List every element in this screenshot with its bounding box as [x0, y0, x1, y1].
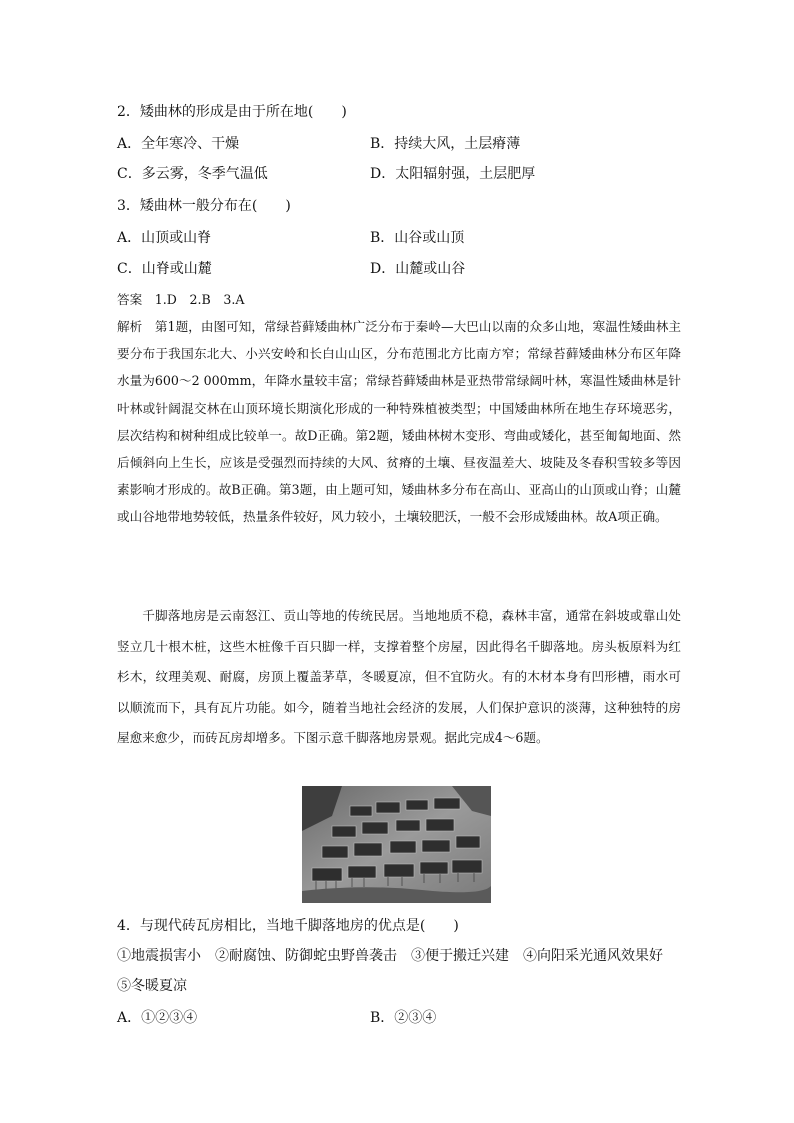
answer-line: 答案 1.D 2.B 3.A [117, 292, 245, 307]
q3-option-a: A．山顶或山脊 [117, 230, 212, 246]
q4-items-line-1: ①地震损害小 ②耐腐蚀、防御蛇虫野兽袭击 ③便于搬迁兴建 ④向阳采光通风效果好 [117, 948, 663, 964]
q3-option-b: B．山谷或山顶 [370, 230, 465, 246]
q3-stem: 3．矮曲林一般分布在( ) [117, 198, 291, 214]
q2-option-d: D．太阳辐射强，土层肥厚 [370, 166, 536, 182]
q4-stem: 4．与现代砖瓦房相比，当地千脚落地房的优点是( ) [117, 918, 459, 934]
q4-option-a: A．①②③④ [117, 1010, 198, 1026]
passage-paragraph: 千脚落地房是云南怒江、贡山等地的传统民居。当地地质不稳，森林丰富，通常在斜坡或靠山处竖立几十根木桩，这些木桩像千百只脚一样，支撑着整个房屋，因此得名千脚落地。房头板原料为红杉木，纹理美观、耐腐，房顶上覆盖茅草，冬暖夏凉，但不宜防火。有的木材本身有凹形槽，雨水可以顺流而下，具有瓦片功能。如今，随着当地社会经济的发展，人们保护意识的淡薄，这种独特的房屋愈来愈少，而砖瓦房却增多。下图示意千脚落地房景观。据此完成4～6题。 [117, 608, 681, 746]
q3-option-d: D．山麓或山谷 [370, 261, 466, 277]
q3-option-c: C．山脊或山麓 [117, 261, 212, 277]
stilt-house-image [302, 786, 491, 903]
q2-option-a: A．全年寒冷、干燥 [117, 136, 240, 152]
analysis-paragraph: 解析 第1题，由图可知，常绿苔藓矮曲林广泛分布于秦岭—大巴山以南的众多山地，寒温性矮曲林主要分布于我国东北大、小兴安岭和长白山山区，分布范围北方比南方窄；常绿苔藓矮曲林分布区年降水量为600～2 000mm，年降水量较丰富；常绿苔藓矮曲林是亚热带常绿阔叶林，寒温性矮曲林是针叶林或针阔混交林在山顶环境长期演化形成的一种特殊植被类型；中国矮曲林所在地生存环境恶劣，层次结构和树种组成比较单一。故D正确。第2题，矮曲林树木变形、弯曲或矮化，甚至匍匐地面、然后倾斜向上生长，应该是受强烈而持续的大风、贫瘠的土壤、昼夜温差大、坡陡及冬春积雪较多等因素影响才形成的。故B正确。第3题，由上题可知，矮曲林多分布在高山、亚高山的山顶或山脊；山麓或山谷地带地势较低，热量条件较好，风力较小，土壤较肥沃，一般不会形成矮曲林。故A项正确。 [117, 319, 681, 525]
q2-option-b: B．持续大风，土层瘠薄 [370, 136, 521, 152]
q4-option-b: B．②③④ [370, 1010, 437, 1026]
stilt-house-photo [302, 786, 491, 903]
q2-option-c: C．多云雾，冬季气温低 [117, 166, 268, 182]
q4-items-line-2: ⑤冬暖夏凉 [117, 978, 187, 994]
q2-stem: 2．矮曲林的形成是由于所在地( ) [117, 104, 347, 120]
